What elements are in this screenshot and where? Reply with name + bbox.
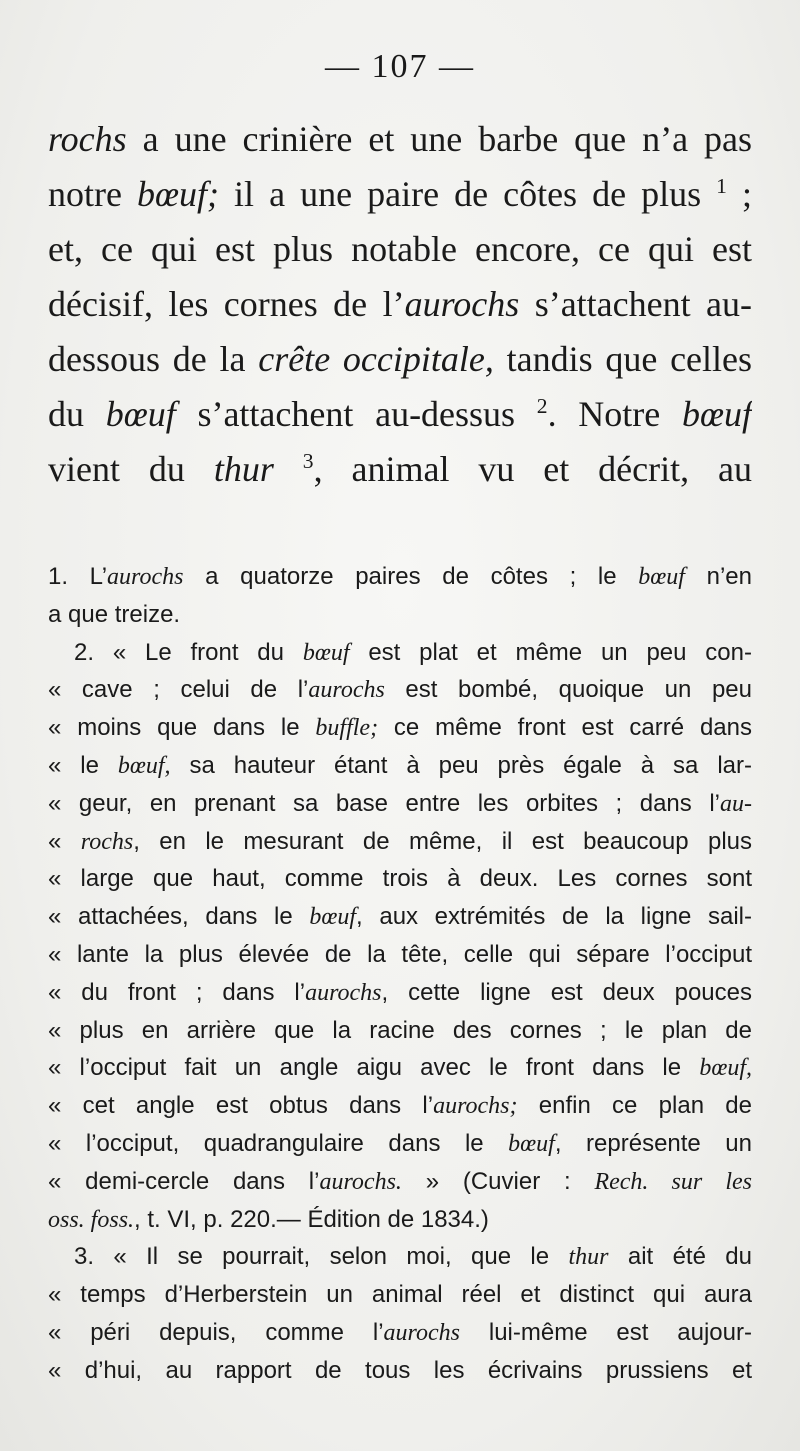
text-line xyxy=(48,387,752,442)
text-segment: « moins que dans le xyxy=(48,714,316,742)
text-segment: « lante la plus élevée de la tête, celle qui sépare l’occiput xyxy=(48,940,752,968)
text-segment: Rech. sur les xyxy=(594,1168,752,1195)
text-segment: tandis que celles xyxy=(493,339,752,379)
text-segment: bœuf xyxy=(309,904,357,931)
text-segment: ce même front est carré dans xyxy=(378,714,752,742)
text-segment: aurochs xyxy=(404,284,520,324)
footnote-ref: 3 xyxy=(302,449,314,473)
text-segment: . Notre xyxy=(547,394,682,434)
text-line xyxy=(48,167,752,222)
text-segment: « péri depuis, comme l’ xyxy=(48,1318,384,1346)
text-segment: rochs xyxy=(80,828,134,855)
footnote-line xyxy=(48,823,752,861)
text-segment: thur xyxy=(568,1244,609,1271)
text-segment: « plus en arrière que la racine des cornes ; le plan de xyxy=(48,1016,752,1044)
footnote-line xyxy=(48,1049,752,1087)
text-segment: enfin ce plan de xyxy=(517,1092,752,1120)
footnote-line xyxy=(48,1201,752,1239)
text-segment: « d’hui, au rapport de tous les écrivains prussiens et xyxy=(48,1356,752,1384)
text-segment: « xyxy=(48,827,81,855)
text-segment: « cet angle est obtus dans l’ xyxy=(48,1092,434,1120)
text-segment: « geur, en prenant sa base entre les orbites ; dans l’ xyxy=(48,789,720,817)
text-segment: vient du xyxy=(48,449,214,489)
footnote-line xyxy=(48,974,752,1012)
text-segment: bœuf xyxy=(681,394,752,434)
text-segment: s’attachent au-dessus xyxy=(175,394,537,434)
text-line xyxy=(48,222,752,277)
text-segment: bœuf, xyxy=(699,1055,752,1082)
text-segment: , aux extrémités de la ligne sail- xyxy=(356,903,752,931)
footnote-line xyxy=(48,558,752,596)
footnote-line xyxy=(48,747,752,785)
text-segment: bœuf xyxy=(105,394,176,434)
footnote-line xyxy=(48,634,752,672)
text-segment: » (Cuvier : xyxy=(401,1167,595,1195)
footnote-line xyxy=(48,1125,752,1163)
text-segment: , t. VI, p. 220.— Édition de 1834.) xyxy=(134,1205,489,1233)
text-segment: il a une paire de côtes de plus xyxy=(219,174,717,214)
text-segment: 3. « Il se pourrait, selon moi, que le xyxy=(74,1243,569,1271)
text-segment: au- xyxy=(720,790,752,817)
text-segment xyxy=(274,449,303,489)
text-segment: a une crinière et une barbe que n’a pas xyxy=(126,119,752,159)
footnote-line xyxy=(48,1314,752,1352)
text-segment: lui-même est aujour- xyxy=(460,1318,752,1346)
text-segment: buffle; xyxy=(315,715,379,742)
text-segment: ait été du xyxy=(608,1243,752,1271)
text-segment: « du front ; dans l’ xyxy=(48,978,306,1006)
text-segment: « l’occiput, quadrangulaire dans le xyxy=(48,1129,509,1157)
text-segment: n’en xyxy=(684,563,752,590)
footnote-line xyxy=(48,860,752,898)
footnote-line xyxy=(48,596,752,634)
footnote-line xyxy=(48,1163,752,1201)
text-segment: « attachées, dans le xyxy=(48,903,310,931)
text-segment: 1. L’ xyxy=(48,563,108,590)
main-text xyxy=(48,112,752,497)
text-segment: aurochs. xyxy=(319,1168,402,1195)
text-segment: bœuf xyxy=(508,1130,555,1157)
footnote-line xyxy=(48,785,752,823)
page-number: — 107 — xyxy=(325,48,475,85)
text-segment: aurochs xyxy=(305,979,382,1006)
footnote-line xyxy=(48,1352,752,1390)
text-segment: dessous de la xyxy=(48,339,259,379)
text-segment: s’attachent au- xyxy=(519,284,752,324)
text-segment: « l’occiput fait un angle aigu avec le front dans le xyxy=(48,1054,700,1082)
text-segment: rochs xyxy=(48,119,127,159)
footnote-line xyxy=(48,1087,752,1125)
text-segment: bœuf; xyxy=(137,174,220,214)
text-segment: « large que haut, comme trois à deux. Les cornes sont xyxy=(48,865,752,893)
footnote-line xyxy=(48,898,752,936)
footnote-line xyxy=(48,1238,752,1276)
text-segment: est plat et même un peu con- xyxy=(349,638,752,666)
text-segment: ; xyxy=(726,174,752,214)
text-segment: « le xyxy=(48,751,118,779)
text-segment: décisif, les cornes de l’ xyxy=(48,284,405,324)
text-line xyxy=(48,442,752,497)
text-segment: « cave ; celui de l’ xyxy=(48,676,309,704)
text-segment: aurochs xyxy=(308,677,385,704)
text-segment: du xyxy=(48,394,106,434)
footnote-line xyxy=(48,1276,752,1314)
text-segment: crête occipitale, xyxy=(258,339,494,379)
footnote-line xyxy=(48,936,752,974)
footnotes xyxy=(48,558,752,1390)
text-segment: et, ce qui est plus notable encore, ce qui est xyxy=(48,229,752,269)
text-segment: sa hauteur étant à peu près égale à sa lar- xyxy=(170,751,752,779)
text-segment: aurochs xyxy=(383,1319,460,1346)
footnote-line xyxy=(48,671,752,709)
text-line xyxy=(48,277,752,332)
text-segment: , animal vu et décrit, au xyxy=(313,449,752,489)
text-segment: , en le mesurant de même, il est beaucoup plus xyxy=(133,827,752,855)
text-segment: , cette ligne est deux pouces xyxy=(381,978,752,1006)
text-segment: aurochs; xyxy=(433,1093,518,1120)
text-segment: , représente un xyxy=(554,1129,752,1157)
text-segment: a quatorze paires de côtes ; le xyxy=(183,563,639,590)
text-segment: est bombé, quoique un peu xyxy=(384,676,752,704)
text-segment: « demi-cercle dans l’ xyxy=(48,1167,320,1195)
text-line xyxy=(48,332,752,387)
text-segment: oss. foss. xyxy=(48,1206,135,1233)
text-segment: notre xyxy=(48,174,137,214)
text-line xyxy=(48,112,752,167)
footnote-line xyxy=(48,709,752,747)
text-segment: aurochs xyxy=(107,564,184,590)
footnote-ref: 2 xyxy=(536,394,548,418)
footnote-ref: 1 xyxy=(716,174,727,198)
text-segment: 2. « Le front du xyxy=(74,638,303,666)
text-segment: bœuf, xyxy=(117,752,171,779)
footnote-line xyxy=(48,1012,752,1050)
text-segment: a que treize. xyxy=(48,600,181,628)
text-segment: bœuf xyxy=(302,639,350,666)
text-segment: thur xyxy=(213,449,274,489)
text-segment: bœuf xyxy=(638,564,685,590)
text-segment: « temps d’Herberstein un animal réel et distinct qui aura xyxy=(48,1281,752,1309)
